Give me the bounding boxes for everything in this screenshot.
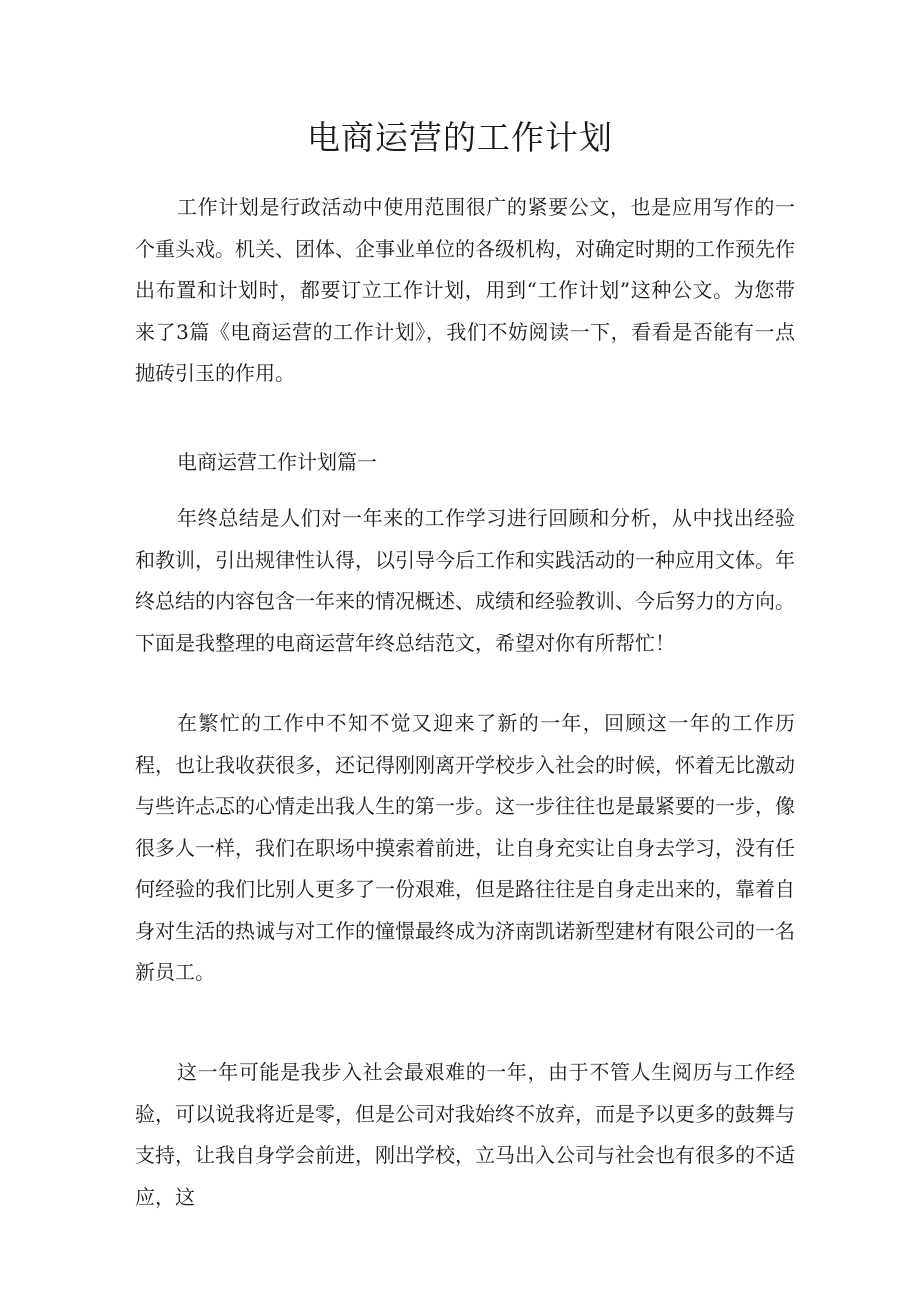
body-paragraph: 这一年可能是我步入社会最艰难的一年，由于不管人生阅历与工作经验，可以说我将近是零，但是公司对我始终不放弃，而是予以更多的鼓舞与支持，让我自身学会前进，刚出学校，立马出入公司与社会也有很多的不适应，这 xyxy=(135,1060,795,1209)
body-paragraph: 年终总结是人们对一年来的工作学习进行回顾和分析，从中找出经验和教训，引出规律性认得，以引导今后工作和实践活动的一种应用文体。年终总结的内容包含一年来的情况概述、成绩和经验教训、今后努力的方向。下面是我整理的电商运营年终总结范文，希望对你有所帮忙！ xyxy=(135,506,795,655)
intro-paragraph: 工作计划是行政活动中使用范围很广的紧要公文，也是应用写作的一个重头戏。机关、团体、企事业单位的各级机构，对确定时期的工作预先作出布置和计划时，都要订立工作计划，用到“工作计划”这种公文。为您带来了3篇《电商运营的工作计划》，我们不妨阅读一下，看看是否能有一点抛砖引玉的作用。 xyxy=(135,195,795,385)
section-heading: 电商运营工作计划篇一 xyxy=(177,450,377,474)
document-title: 电商运营的工作计划 xyxy=(307,118,613,157)
body-paragraph: 在繁忙的工作中不知不觉又迎来了新的一年，回顾这一年的工作历程，也让我收获很多，还记得刚刚离开学校步入社会的时候，怀着无比激动与些许忐忑的心情走出我人生的第一步。这一步往往也是最紧要的一步，像很多人一样，我们在职场中摸索着前进，让自身充实让自身去学习，没有任何经验的我们比别人更多了一份艰难，但是路往往是自身走出来的，靠着自身对生活的热诚与对工作的憧憬最终成为济南凯诺新型建材有限公司的一名新员工。 xyxy=(135,711,795,984)
